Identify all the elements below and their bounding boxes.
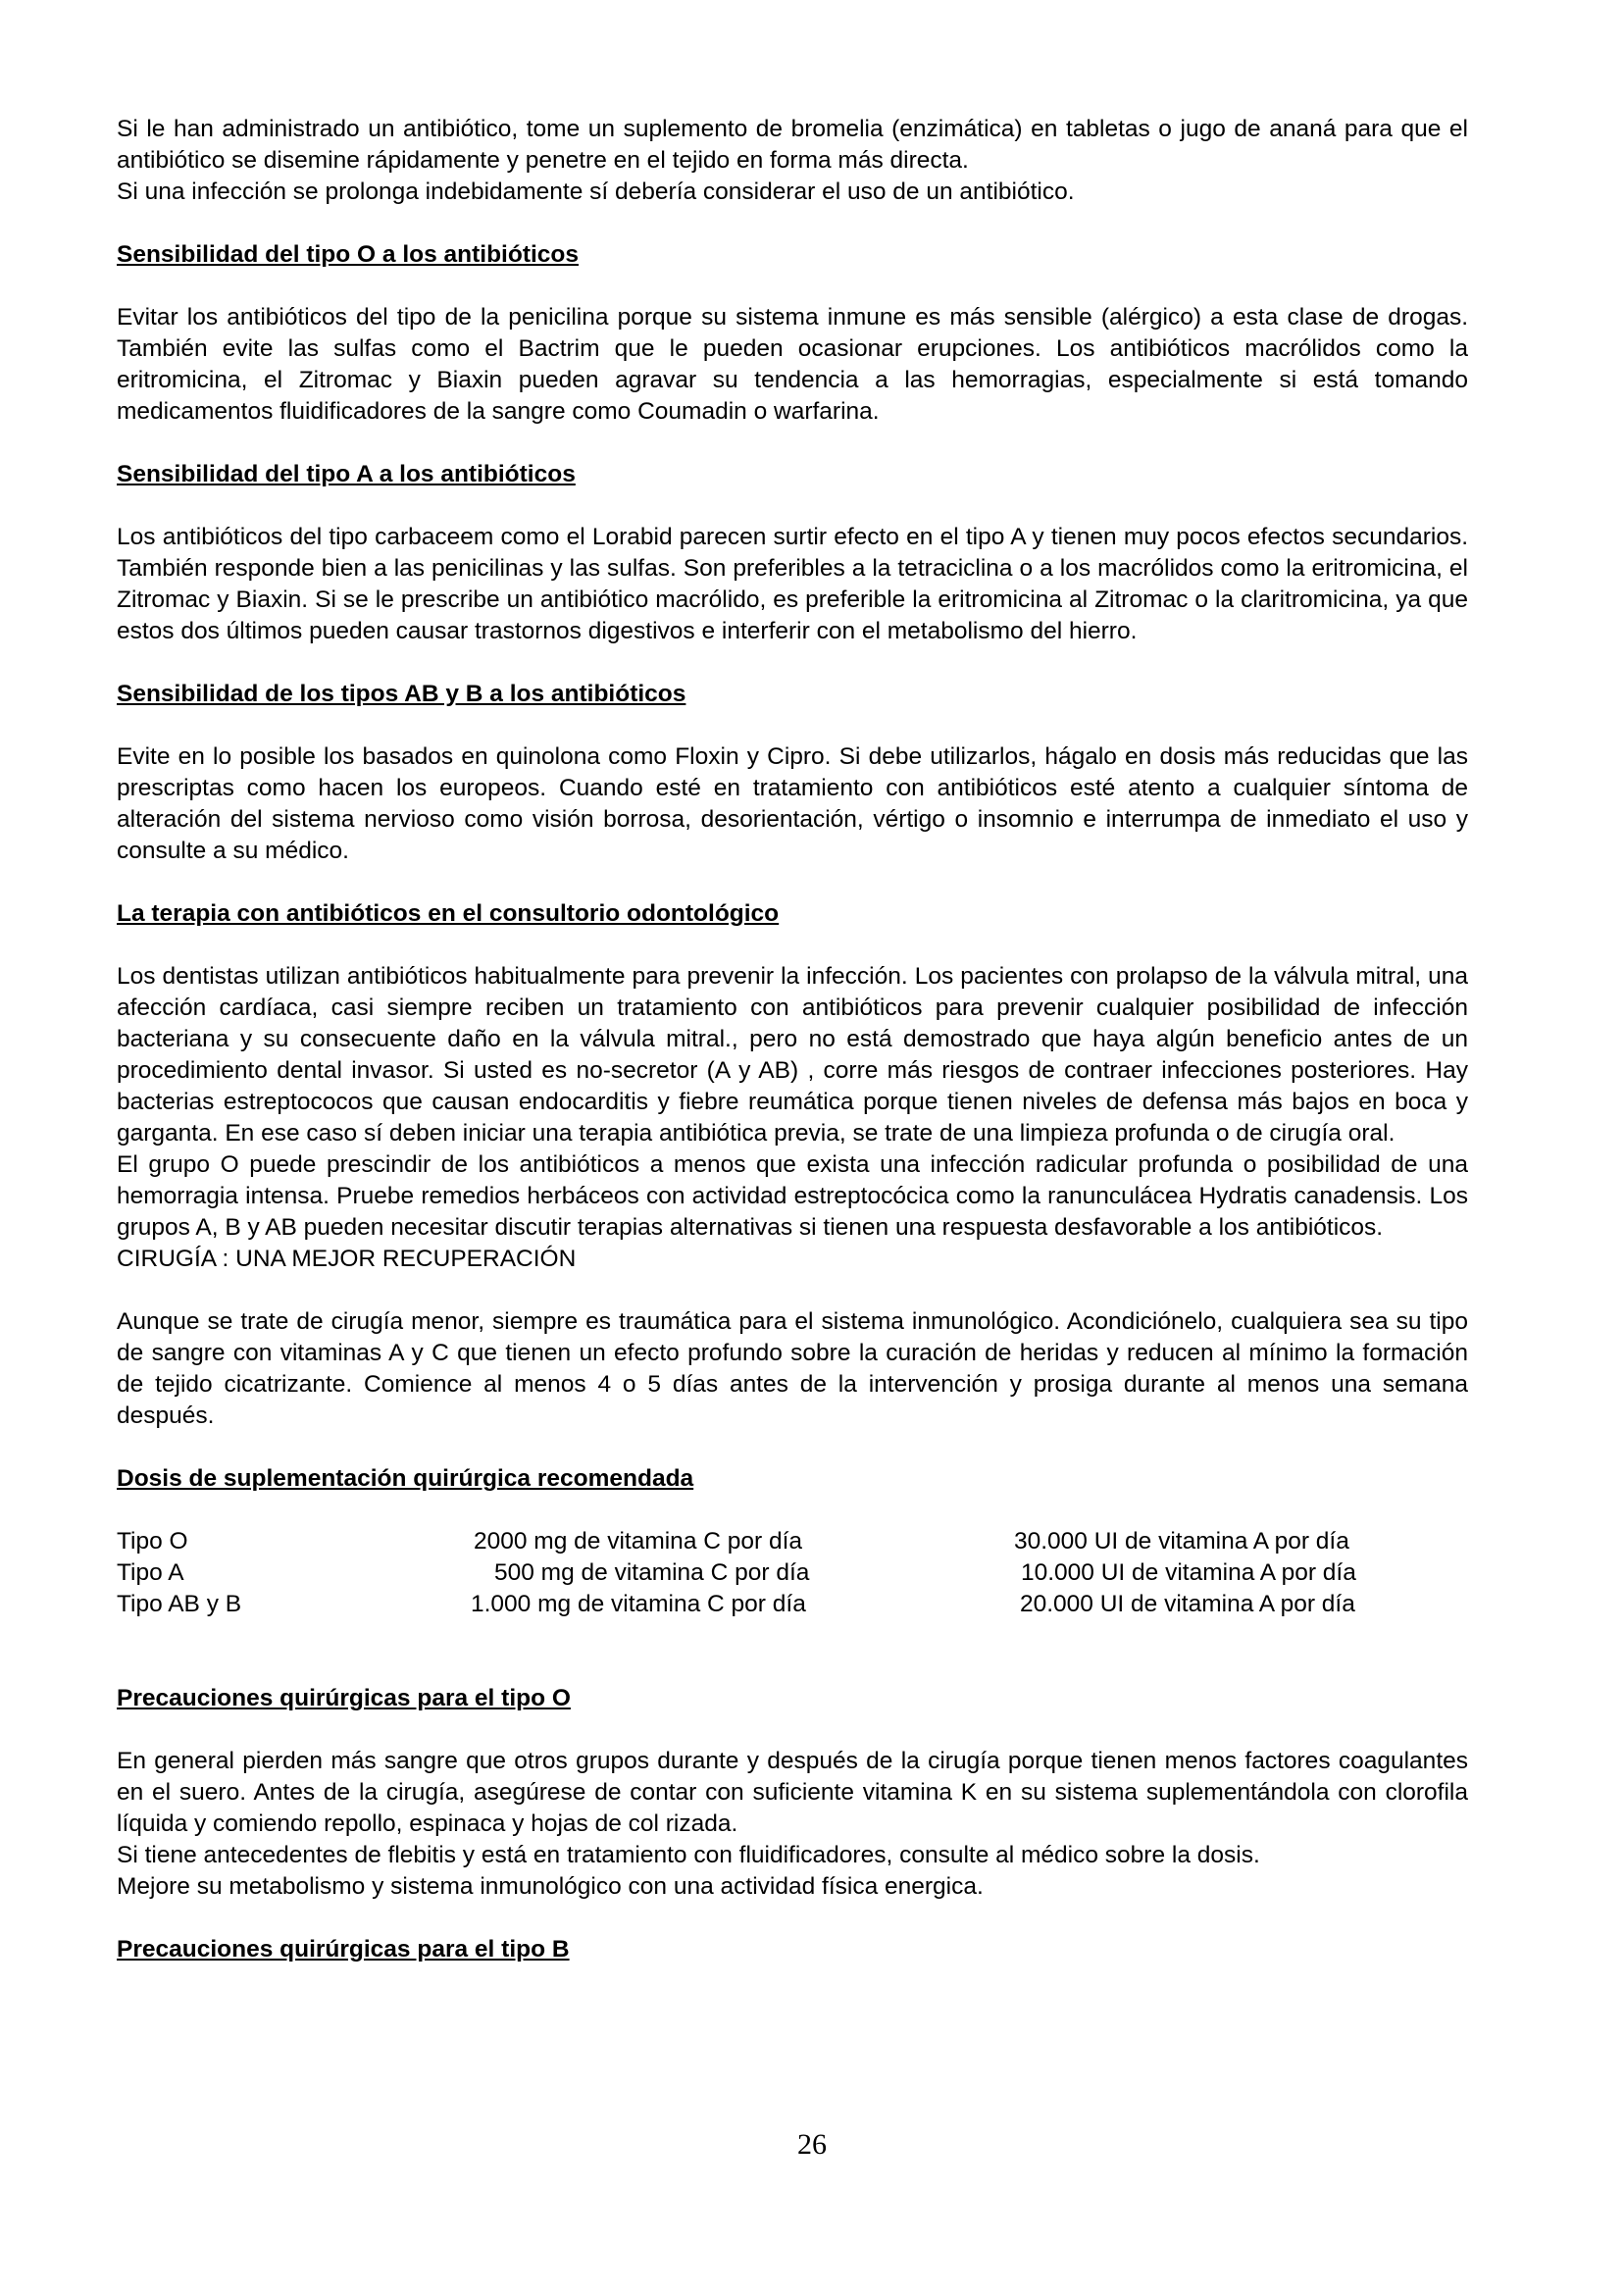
dose-vitamin-a: 30.000 UI de vitamina A por día	[1014, 1528, 1349, 1555]
dose-row	[117, 1526, 1468, 1557]
dose-vitamin-a: 10.000 UI de vitamina A por día	[1021, 1559, 1356, 1586]
dose-row	[117, 1589, 1468, 1620]
section-heading-tipo-a: Sensibilidad del tipo A a los antibióticos	[117, 461, 576, 487]
section-heading-precauciones-b: Precauciones quirúrgicas para el tipo B	[117, 1936, 570, 1963]
section-heading-tipo-o: Sensibilidad del tipo O a los antibióticos	[117, 241, 580, 268]
section-body-precauciones-o-2: Si tiene antecedentes de flebitis y está en tratamiento con fluidificadores, consulte al médico sobre la dosis.	[117, 1842, 1260, 1868]
dose-blood-type: Tipo AB y B	[117, 1591, 242, 1617]
dose-vitamin-c: 1.000 mg de vitamina C por día	[471, 1591, 806, 1617]
section-heading-precauciones-o: Precauciones quirúrgicas para el tipo O	[117, 1685, 571, 1711]
section-heading-tipo-ab-b: Sensibilidad de los tipos AB y B a los antibióticos	[117, 681, 686, 707]
page-number: 26	[797, 2128, 827, 2161]
dose-blood-type: Tipo O	[117, 1528, 188, 1555]
section-body-tipo-o: Evitar los antibióticos del tipo de la penicilina porque su sistema inmune es más sensible (alérgico) a esta clase de drogas. También evite las sulfas como el Bactrim que le pueden ocasionar erupciones. Los antibióticos macrólidos como la eritromicina, el Zitromac y Biaxin pueden agravar su tendencia a las hemorragias, especialmente si está tomando medicamentos fluidificadores de la sangre como Coumadin o warfarina.	[117, 304, 1468, 425]
dose-table	[117, 1526, 1468, 1620]
intro-paragraph: Si le han administrado un antibiótico, tome un suplemento de bromelia (enzimática) en tabletas o jugo de ananá para que el antibiótico se disemine rápidamente y penetre en el tejido en forma más directa.	[117, 116, 1468, 174]
section-body-odontologia-2: El grupo O puede prescindir de los antibióticos a menos que exista una infección radicular profunda o posibilidad de una hemorragia intensa. Pruebe remedios herbáceos con actividad estreptocócica como la ranunculácea Hydratis canadensis. Los grupos A, B y AB pueden necesitar discutir terapias alternativas si tienen una respuesta desfavorable a los antibióticos.	[117, 1151, 1468, 1241]
section-body-precauciones-o-1: En general pierden más sangre que otros grupos durante y después de la cirugía porque tienen menos factores coagulantes en el suero. Antes de la cirugía, asegúrese de contar con suficiente vitamina K en su sistema suplementándola con clorofila líquida y comiendo repollo, espinaca y hojas de col rizada.	[117, 1748, 1468, 1837]
section-body-odontologia-1: Los dentistas utilizan antibióticos habitualmente para prevenir la infección. Los pacientes con prolapso de la válvula mitral, una afección cardíaca, casi siempre reciben un tratamiento con antibióticos para prevenir cualquier posibilidad de infección bacteriana y su consecuente daño en la válvula mitral., pero no está demostrado que haya algún beneficio antes de un procedimiento dental invasor. Si usted es no-secretor (A y AB) , corre más riesgos de contraer infecciones posteriores. Hay bacterias estreptococos que causan endocarditis y fiebre reumática porque tienen niveles de defensa más bajos en boca y garganta. En ese caso sí deben iniciar una terapia antibiótica previa, se trate de una limpieza profunda o de cirugía oral.	[117, 963, 1468, 1147]
section-heading-dosis: Dosis de suplementación quirúrgica recomendada	[117, 1465, 694, 1492]
section-body-cirugia: Aunque se trate de cirugía menor, siempre es traumática para el sistema inmunológico. Acondiciónelo, cualquiera sea su tipo de sangre con vitaminas A y C que tienen un efecto profundo sobre la curación de heridas y reducen al mínimo la formación de tejido cicatrizante. Comience al menos 4 o 5 días antes de la intervención y prosiga durante al menos una semana después.	[117, 1308, 1468, 1429]
section-body-tipo-a: Los antibióticos del tipo carbaceem como el Lorabid parecen surtir efecto en el tipo A y tienen muy pocos efectos secundarios. También responde bien a las penicilinas y las sulfas. Son preferibles a la tetraciclina o a los macrólidos como la eritromicina, el Zitromac y Biaxin. Si se le prescribe un antibiótico macrólido, es preferible la eritromicina al Zitromac o la claritromicina, ya que estos dos últimos pueden causar trastornos digestivos e interferir con el metabolismo del hierro.	[117, 524, 1468, 644]
dose-row	[117, 1557, 1468, 1589]
dose-vitamin-c: 500 mg de vitamina C por día	[494, 1559, 810, 1586]
dose-vitamin-c: 2000 mg de vitamina C por día	[474, 1528, 803, 1555]
dose-blood-type: Tipo A	[117, 1559, 184, 1586]
section-body-tipo-ab-b: Evite en lo posible los basados en quinolona como Floxin y Cipro. Si debe utilizarlos, hágalo en dosis más reducidas que las prescriptas como hacen los europeos. Cuando esté en tratamiento con antibióticos esté atento a cualquier síntoma de alteración del sistema nervioso como visión borrosa, desorientación, vértigo o insomnio e interrumpa de inmediato el uso y consulte a su médico.	[117, 743, 1468, 864]
dose-vitamin-a: 20.000 UI de vitamina A por día	[1020, 1591, 1355, 1617]
page-content	[117, 114, 1468, 1965]
section-heading-odontologia: La terapia con antibióticos en el consultorio odontológico	[117, 900, 780, 927]
section-subtitle-cirugia: CIRUGÍA : UNA MEJOR RECUPERACIÓN	[117, 1246, 577, 1272]
section-body-precauciones-o-3: Mejore su metabolismo y sistema inmunológico con una actividad física energica.	[117, 1873, 984, 1900]
intro-paragraph-2: Si una infección se prolonga indebidamente sí debería considerar el uso de un antibiótico.	[117, 178, 1075, 205]
